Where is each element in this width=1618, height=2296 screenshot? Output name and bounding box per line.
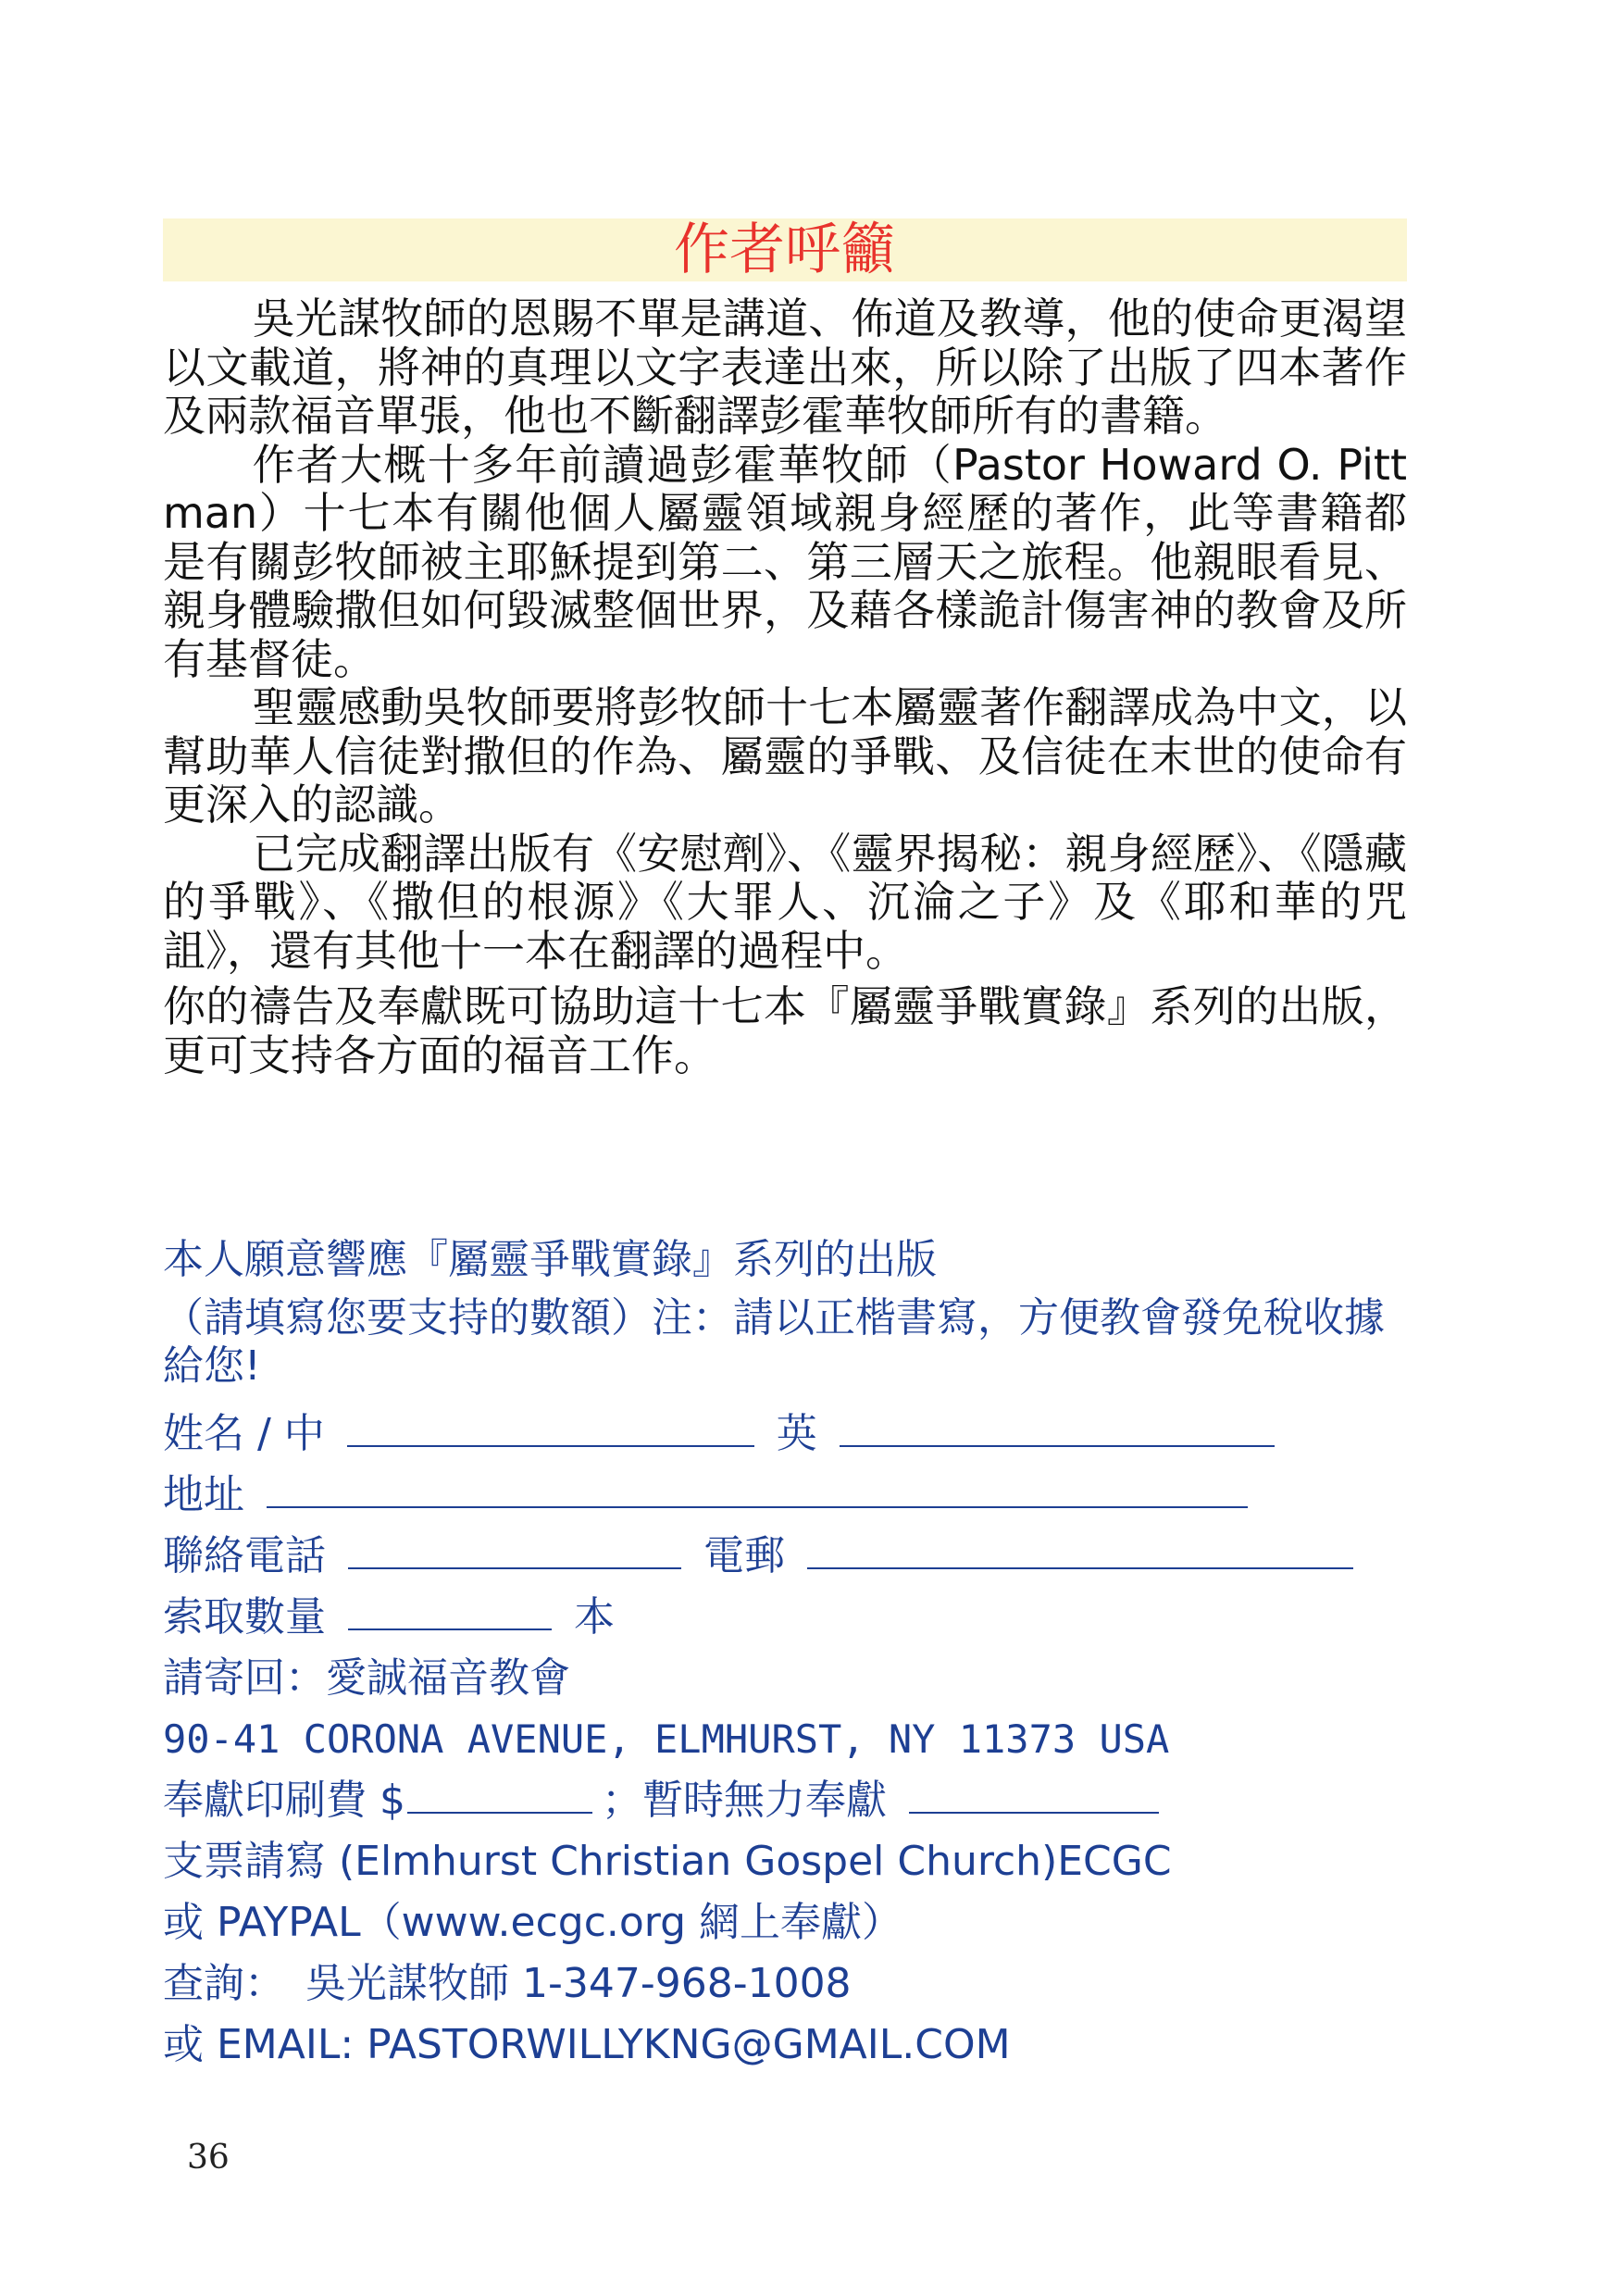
phone-label: 聯絡電話 [163, 1532, 326, 1579]
page-number: 36 [187, 2139, 230, 2177]
cheque-line: 支票請寫 (Elmhurst Christian Gospel Church)ECGC [163, 1838, 1172, 1885]
name-label: 姓名 / 中 [163, 1410, 325, 1457]
page-title: 作者呼籲 [674, 218, 896, 282]
return-line: 請寄回：愛誠福音教會 [163, 1654, 570, 1702]
closing-paragraph: 你的禱告及奉獻既可協助這十七本『屬靈爭戰實錄』系列的出版，更可支持各方面的福音工作。 [163, 981, 1407, 1080]
english-name-blank[interactable] [840, 1412, 1275, 1447]
address-blank[interactable] [267, 1473, 1248, 1508]
donation-label: 奉獻印刷費 $ [163, 1777, 405, 1824]
article-body [163, 294, 1407, 1079]
chinese-name-blank[interactable] [347, 1412, 754, 1447]
name-row [163, 1404, 1407, 1465]
phone-blank[interactable] [348, 1534, 681, 1569]
address-label: 地址 [163, 1471, 244, 1518]
donation-separator: ；暫時無力奉獻 [601, 1777, 887, 1824]
email-contact-line: 或 EMAIL: PASTORWILLYKNG@GMAIL.COM [163, 2021, 1011, 2068]
quantity-row [163, 1587, 1407, 1648]
donation-row [163, 1770, 1407, 1831]
form-heading: 本人願意響應『屬靈爭戰實錄』系列的出版 [163, 1236, 937, 1283]
form-instruction: （請填寫您要支持的數額）注：請以正楷書寫，方便教會發免稅收據給您! [163, 1294, 1385, 1390]
church-address: 90-41 CORONA AVENUE, ELMHURST, NY 11373 USA [163, 1716, 1170, 1762]
response-form [163, 1229, 1407, 2076]
donation-amount-blank[interactable] [407, 1778, 592, 1814]
quantity-blank[interactable] [348, 1595, 552, 1630]
no-donation-blank[interactable] [909, 1778, 1159, 1814]
quantity-unit: 本 [574, 1593, 615, 1641]
inquiry-line: 查詢： 吳光謀牧師 1-347-968-1008 [163, 1960, 852, 2007]
paypal-line: 或 PAYPAL（www.ecgc.org 網上奉獻） [163, 1899, 903, 1946]
paragraph-3: 聖靈感動吳牧師要將彭牧師十七本屬靈著作翻譯成為中文，以幫助華人信徒對撒但的作為、屬靈的爭戰、及信徒在末世的使命有更深入的認識。 [163, 682, 1407, 830]
email-label: 電郵 [703, 1532, 785, 1579]
paragraph-2: 作者大概十多年前讀過彭霍華牧師（Pastor Howard O. Pittman）十七本有關他個人屬靈領域親身經歷的著作，此等書籍都是有關彭牧師被主耶穌提到第二、第三層天之旅程。他親眼看見、親身體驗撒但如何毀滅整個世界，及藉各樣詭計傷害神的教會及所有基督徒。 [163, 439, 1407, 684]
contact-row [163, 1526, 1407, 1587]
english-name-label: 英 [776, 1410, 817, 1457]
address-row [163, 1465, 1407, 1526]
quantity-label: 索取數量 [163, 1593, 326, 1641]
paragraph-1: 吳光謀牧師的恩賜不單是講道、佈道及教導，他的使命更渴望以文載道，將神的真理以文字表達出來，所以除了出版了四本著作及兩款福音單張，他也不斷翻譯彭霍華牧師所有的書籍。 [163, 293, 1407, 441]
paragraph-4: 已完成翻譯出版有《安慰劑》、《靈界揭秘：親身經歷》、《隱藏的爭戰》、《撒但的根源》《大罪人、沉淪之子》及《耶和華的咒詛》，還有其他十一本在翻譯的過程中。 [163, 828, 1407, 976]
email-blank[interactable] [807, 1534, 1353, 1569]
